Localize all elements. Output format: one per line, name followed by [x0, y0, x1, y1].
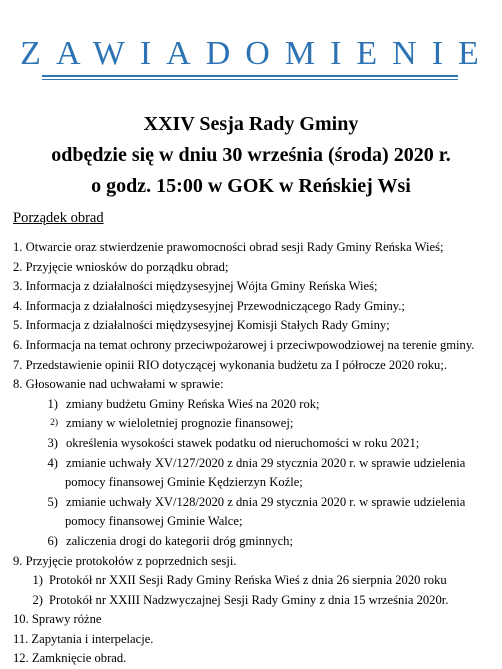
- protocol-item: [13, 571, 493, 591]
- agenda-item-1: 1. Otwarcie oraz stwierdzenie prawomocności obrad sesji Rady Gminy Reńska Wieś;: [13, 240, 444, 254]
- resolution-number: 2): [50, 418, 58, 429]
- agenda-item-10: 10. Sprawy różne: [13, 612, 102, 627]
- protocol-number: 2): [32, 592, 43, 607]
- title-underline-thin: [42, 79, 458, 80]
- session-name: XXIV Sesja Rady Gminy: [143, 113, 359, 135]
- protocol-item: [13, 591, 493, 611]
- agenda-heading: Porządek obrad: [13, 210, 104, 226]
- agenda-item-11: 11. Zapytania i interpelacje.: [13, 631, 154, 646]
- resolution-text: określenia wysokości stawek podatku od nieruchomości w roku 2021;: [66, 435, 420, 450]
- agenda-list: [13, 238, 493, 669]
- resolution-item: [13, 532, 493, 552]
- resolution-item: [13, 454, 493, 474]
- agenda-item-8: 8. Głosowanie nad uchwałami w sprawie:: [13, 377, 224, 392]
- resolution-text: zmianie uchwały XV/128/2020 z dnia 29 stycznia 2020 r. w sprawie udzielenia: [66, 494, 466, 509]
- resolution-number: 4): [47, 455, 58, 470]
- notice-title: ZAWIADOMIENIE: [20, 35, 494, 72]
- agenda-item-2: 2. Przyjęcie wniosków do porządku obrad;: [13, 259, 229, 274]
- protocol-text: Protokół nr XXIII Nadzwyczajnej Sesji Rady Gminy z dnia 15 września 2020r.: [49, 592, 449, 607]
- resolution-continuation: pomocy finansowej Gminie Walce;: [65, 514, 243, 529]
- resolution-number: 5): [47, 494, 58, 509]
- resolution-number: 3): [47, 435, 58, 450]
- resolution-continuation: pomocy finansowej Gminie Kędzierzyn Koźle;: [65, 475, 303, 490]
- resolution-text: zmiany w wieloletniej prognozie finansowej;: [66, 416, 294, 431]
- session-time-place: o godz. 15:00 w GOK w Reńskiej Wsi: [91, 175, 411, 197]
- protocol-number: 1): [32, 573, 43, 588]
- resolution-item: [13, 434, 493, 454]
- resolution-text: zmiany budżetu Gminy Reńska Wieś na 2020 rok;: [66, 396, 320, 411]
- agenda-item-3: 3. Informacja z działalności międzysesyjnej Wójta Gminy Reńska Wieś;: [13, 279, 378, 294]
- agenda-item-4: 4. Informacja z działalności międzysesyjnej Przewodniczącego Rady Gminy.;: [13, 298, 405, 313]
- agenda-item-6: 6. Informacja na temat ochrony przeciwpożarowej i przeciwpowodziowej na terenie gminy.: [13, 337, 475, 352]
- protocol-text: Protokół nr XXII Sesji Rady Gminy Reńska Wieś z dnia 26 sierpnia 2020 roku: [49, 573, 447, 588]
- resolution-text: zmianie uchwały XV/127/2020 z dnia 29 stycznia 2020 r. w sprawie udzielenia: [66, 455, 466, 470]
- resolution-item: [13, 414, 493, 434]
- session-date: odbędzie się w dniu 30 września (środa) 2020 r.: [51, 144, 451, 166]
- resolution-number: 1): [47, 396, 58, 411]
- resolution-item: [13, 493, 493, 513]
- resolution-number: 6): [47, 533, 58, 548]
- agenda-item-12: 12. Zamknięcie obrad.: [13, 651, 127, 666]
- resolution-item: [13, 395, 493, 415]
- agenda-item-7: 7. Przedstawienie opinii RIO dotyczącej wykonania budżetu za I półrocze 2020 roku;.: [13, 357, 447, 372]
- agenda-item-9: 9. Przyjęcie protokołów z poprzednich sesji.: [13, 553, 237, 568]
- resolution-text: zaliczenia drogi do kategorii dróg gminnych;: [66, 533, 293, 548]
- agenda-item-5: 5. Informacja z działalności międzysesyjnej Komisji Stałych Rady Gminy;: [13, 318, 390, 333]
- title-underline: [42, 75, 458, 77]
